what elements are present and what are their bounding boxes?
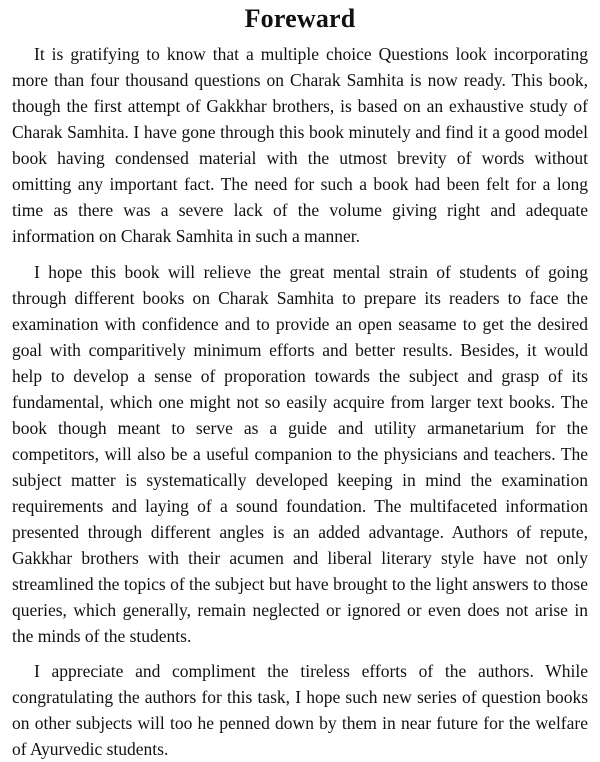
paragraph-2: I hope this book will relieve the great mental strain of students of going through different books on Charak Samhita to prepare its readers to face the examination with confidence and to provide an open seasame to get the desired goal with comparitively minimum efforts and better results. Besides, it would help to develop a sense of proporation towards the subject and grasp of its fundamental, which one might not so easily acquire from larger text books. The book though meant to serve as a guide and utility armanetarium for the competitors, will also be a useful companion to the physicians and teachers. The subject matter is systematically developed keeping in mind the examination requirements and laying of a sound foundation. The multifaceted information presented through different angles is an added advantage. Authors of repute, Gakkhar brothers with their acumen and liberal literary style have not only streamlined the topics of the subject but have brought to the light answers to those queries, which generally, remain neglected or ignored or even does not arise in the minds of the students. (12, 262, 588, 646)
paragraph-3: I appreciate and compliment the tireless efforts of the authors. While congratulating the authors for this task, I hope such new series of question books on other subjects will too he penned down by them in near future for the welfare of Ayurvedic students. (12, 661, 588, 759)
page-title: Foreward (244, 4, 356, 33)
paragraph-1: It is gratifying to know that a multiple choice Questions look incorporating more than four thousand questions on Charak Samhita is now ready. This book, though the first attempt of Gakkhar brothers, is based on an exhaustive study of Charak Samhita. I have gone through this book minutely and find it a good model book having condensed material with the utmost brevity of words without omitting any important fact. The need for such a book had been felt for a long time as there was a severe lack of the volume giving right and adequate information on Charak Samhita in such a manner. (12, 44, 588, 246)
